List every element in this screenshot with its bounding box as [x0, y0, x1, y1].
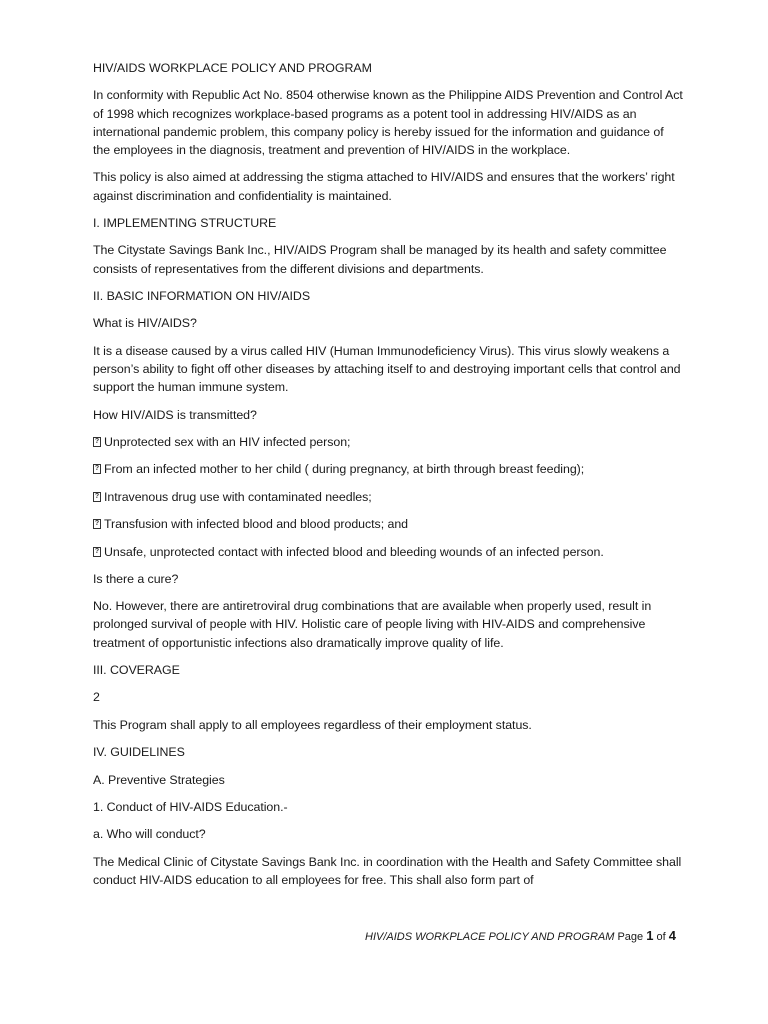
list-item-text: Unsafe, unprotected contact with infected blood and bleeding wounds of an infected person.: [104, 544, 604, 559]
implementing-structure-paragraph: The Citystate Savings Bank Inc., HIV/AIDS Program shall be managed by its health and safety committee consists of representatives from the different divisions and departments.: [93, 243, 667, 276]
list-item: [93, 488, 683, 506]
policy-aim-paragraph: This policy is also aimed at addressing the stigma attached to HIV/AIDS and ensures that the workers’ right against discrimination and confidentiality is maintained.: [93, 170, 675, 203]
question-is-there-cure: Is there a cure?: [93, 571, 179, 586]
missing-glyph-icon: [93, 492, 101, 502]
section-heading-implementing-structure: I. IMPLEMENTING STRUCTURE: [93, 215, 277, 230]
section-heading-guidelines: IV. GUIDELINES: [93, 745, 185, 760]
subheading-education: 1. Conduct of HIV-AIDS Education.-: [93, 800, 288, 815]
list-item: [93, 460, 683, 478]
list-item-text: Transfusion with infected blood and blood products; and: [104, 517, 409, 532]
footer-total-pages: 4: [668, 928, 676, 943]
coverage-paragraph: This Program shall apply to all employees regardless of their employment status.: [93, 717, 532, 732]
list-item-text: Intravenous drug use with contaminated needles;: [104, 489, 372, 504]
question-who-will-conduct: a. Who will conduct?: [93, 827, 206, 842]
intro-paragraph: In conformity with Republic Act No. 8504 otherwise known as the Philippine AIDS Prevention and Control Act of 1998 which recognizes workplace-based programs as a potent tool in addressing HIV/AIDS as an international pandemic problem, this company policy is hereby issued for the information and guidance of the employees in the diagnosis, treatment and prevention of HIV/AIDS in the workplace.: [93, 88, 683, 157]
missing-glyph-icon: [93, 464, 101, 474]
missing-glyph-icon: [93, 519, 101, 529]
list-item: [93, 515, 683, 533]
footer-page-label: Page: [617, 931, 644, 943]
list-item-text: Unprotected sex with an HIV infected person;: [104, 434, 351, 449]
document-body: [93, 59, 683, 898]
list-item: [93, 543, 683, 561]
question-what-is-hiv: What is HIV/AIDS?: [93, 316, 197, 331]
answer-what-is-hiv: It is a disease caused by a virus called HIV (Human Immunodeficiency Virus). This virus slowly weakens a person’s ability to fight off other diseases by attaching itself to and destroying important cells that control and support the human immune system.: [93, 343, 681, 395]
document-title: HIV/AIDS WORKPLACE POLICY AND PROGRAM: [93, 61, 372, 75]
subheading-preventive-strategies: A. Preventive Strategies: [93, 772, 225, 787]
missing-glyph-icon: [93, 437, 101, 447]
footer-current-page: 1: [646, 928, 654, 943]
footer-title: HIV/AIDS WORKPLACE POLICY AND PROGRAM: [365, 931, 615, 943]
section-heading-coverage: III. COVERAGE: [93, 663, 180, 678]
missing-glyph-icon: [93, 547, 101, 557]
section-heading-basic-information: II. BASIC INFORMATION ON HIV/AIDS: [93, 288, 311, 303]
question-how-transmitted: How HIV/AIDS is transmitted?: [93, 407, 257, 422]
stray-page-number: 2: [93, 690, 100, 705]
answer-is-there-cure: No. However, there are antiretroviral drug combinations that are available when properly used, result in prolonged survival of people with HIV. Holistic care of people living with HIV-AIDS and comprehensive treatment of opportunistic infections also dramatically improve quality of life.: [93, 599, 652, 650]
list-item: [93, 433, 683, 451]
footer-of-label: of: [656, 931, 666, 943]
answer-who-will-conduct: The Medical Clinic of Citystate Savings Bank Inc. in coordination with the Health and Safety Committee shall conduct HIV-AIDS education to all employees for free. This shall also form part of: [93, 854, 682, 888]
page-footer: [365, 928, 676, 945]
list-item-text: From an infected mother to her child ( during pregnancy, at birth through breast feeding);: [104, 462, 585, 477]
